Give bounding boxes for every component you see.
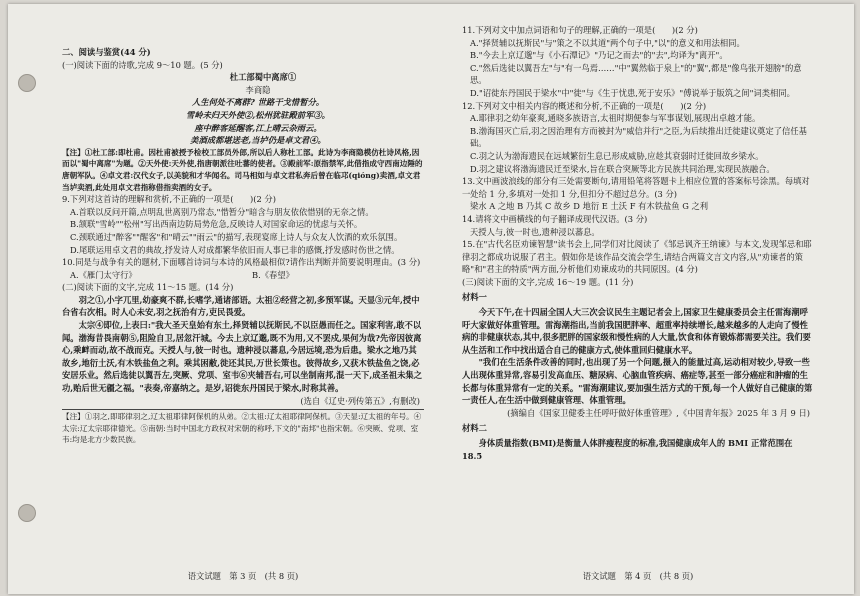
question-13: 13.文中画波浪线的部分有三处需要断句,请用铅笔将答题卡上相应位置的答案标号涂黑。每填对一处给 1 分,多填对一处扣 1 分,但扣分不超过总分。(3 分) bbox=[462, 176, 810, 199]
q11-option-c: C."然后选徒以翼吾左"与"有一鸟焉……"中"翼然临于泉上"的"翼",都是"像鸟张开翅膀"的意思。 bbox=[470, 62, 802, 86]
poem-line: 座中醉客延醒客,江上晴云杂雨云。 bbox=[194, 122, 322, 133]
q12-option-c: C.羽之认为渤海遗民在远域繁衍生息已形成威胁,应趁其衰弱时迁徙回故乡梁水。 bbox=[470, 150, 764, 161]
poem-title: 杜工部蜀中离席① bbox=[229, 72, 297, 83]
classical-source: (选自《辽史·列传第五》,有删改) bbox=[300, 395, 420, 406]
material2-text: 身体质量指数(BMI)是衡量人体胖瘦程度的标准,我国健康成年人的 BMI 正常范围在 18.5 bbox=[462, 438, 793, 461]
part1-intro: (一)阅读下面的诗歌,完成 9～10 题。(5 分) bbox=[62, 59, 223, 70]
page-3 bbox=[62, 4, 424, 446]
poem-author: 李商隐 bbox=[245, 84, 271, 95]
material1-source: (摘编自《国家卫健委主任呼吁做好体重管理》,《中国青年报》2025 年 3 月 9 日) bbox=[507, 407, 810, 418]
part3-intro: (三)阅读下面的文字,完成 16～19 题。(11 分) bbox=[462, 276, 634, 287]
material2-label: 材料二 bbox=[462, 423, 487, 434]
poem-line: 人生何处不离群? 世路干戈惜暂分。 bbox=[191, 97, 325, 108]
q9-option-a: A.首联以反问开篇,点明乱世离别乃常态,"惜暂分"暗含与朋友依依惜别的无奈之情。 bbox=[70, 206, 374, 217]
page-footer-left: 语文试题 第 3 页 (共 8 页) bbox=[187, 571, 299, 581]
material1-paragraph: "我们在生活条件改善的同时,也出现了另一个问题,摄入的能量过高,运动相对较少,导致一些人出现体重异常,容易引发高血压、糖尿病、心脑血管疾病、癌症等,甚至一部分癌症和肿瘤的生长都与体重异常有一定的关系。"雷海潮建议,要加强生活方式的干预,每一个人做好自己健康的第一责任人,在生活中做到健康管理、体重管理。 bbox=[462, 357, 813, 406]
q11-option-b: B."今去上京辽邈"与《小石潭记》"乃记之而去"的"去",均译为"离开"。 bbox=[470, 50, 728, 61]
part2-intro: (二)阅读下面的文字,完成 11～15 题。(14 分) bbox=[62, 282, 234, 293]
q10-option-b: B.《春望》 bbox=[252, 269, 294, 280]
classical-paragraph: 太宗④即位,上表曰:"我大圣天皇始有东土,择贤辅以抚斯民,不以臣愚而任之。国家利害,敢不以闻。渤海昔畏南朝⑤,阻险自卫,居忽汗城。今去上京辽邈,既不为用,又不罢戍,果何为哉?先帝因彼离心,乘衅而动,故不战而克。天授人与,彼一时也。遗种浸以蕃息,今居远境,恐为后患。梁水之地乃其故乡,地衍土沃,有木铁盐鱼之利。乘其困敝,徙还其民,万世长策也。彼得故乡,又获木铁盐鱼之饶,必安居乐业。然后选徒以翼吾左,突厥、党项、室韦⑥夹辅吾右,可以坐制南邦,混一天下,成圣祖未集之功,贻后世无疆之福。"表奏,帝嘉纳之。是岁,诏徙东丹国民于梁水,时称其善。 bbox=[62, 320, 423, 394]
q12-option-d: D.羽之建议将渤海遗民迁至梁水,旨在联合突厥等北方民族共同治理,实现民族融合。 bbox=[470, 163, 775, 174]
page-footer-right: 语文试题 第 4 页 (共 8 页) bbox=[582, 571, 694, 581]
q9-option-c: C.颈联通过"醉客""醒客"和"晴云""雨云"的描写,表现宴席上诗人与众友人饮酒的欢乐氛围。 bbox=[70, 231, 403, 242]
question-9: 9.下列对这首诗的理解和赏析,不正确的一项是( )(2 分) bbox=[62, 194, 276, 205]
q11-option-a: A."择贤辅以抚斯民"与"策之不以其道"两个句子中,"以"的意义和用法相同。 bbox=[470, 37, 745, 48]
divider bbox=[62, 409, 424, 410]
q9-option-b: B.颔联"雪岭""松州"写出西南边防局势危急,反映诗人对国家命运的忧虑与关怀。 bbox=[70, 219, 363, 230]
binding-hole bbox=[18, 74, 36, 92]
poem-notes: 【注】①杜工部:即杜甫。因杜甫被授予检校工部员外郎,所以后人称杜工部。此诗为李商隐模仿杜诗风格,因而以"蜀中离席"为题。②天外使:天外使,指唐朝派往吐蕃的使者。③殿前军:原指禁军,此借指成守西南边陲的唐朝军队。④卓文君:汉代女子,以美貌和才华闻名。司马相如与卓文君私奔后曾在临邛(qióng)卖酒,卓文君当垆卖酒,此处用卓文君指称借指卖酒的女子。 bbox=[62, 147, 423, 192]
q10-option-a: A.《雁门太守行》 bbox=[70, 269, 137, 280]
classical-notes: 【注】①羽之,即耶律羽之,辽太祖耶律阿保机的从弟。②太祖:辽太祖耶律阿保机。③天显:辽太祖的年号。④太宗:辽太宗耶律德光。⑤南朝:当时中国北方政权对宋朝的称呼,下文的"南邦"也指宋朝。⑥突厥、党项、室韦:均是北方少数民族。 bbox=[62, 412, 422, 445]
question-15: 15.在"古代名臣劝谏智慧"读书会上,同学们对比阅读了《邹忌讽齐王纳谏》与本文,发现邹忌和耶律羽之都成功说服了君主。假如你是该作品交流会学生,请结合两篇文言文内容,从"劝谏者的策略"和"君主的特质"两方面,分析他们劝谏成功的共同原因。(4 分) bbox=[462, 239, 812, 275]
q9-option-d: D.尾联运用卓文君的典故,抒发诗人对成都繁华依旧而人事已非的感慨,抒发感时伤世之情。 bbox=[70, 244, 400, 255]
material1-paragraph: 今天下午,在十四届全国人大三次会议民生主题记者会上,国家卫生健康委员会主任雷海潮呼吁大家做好体重管理。雷海潮指出,当前我国肥胖率、超重率持续增长,越来越多的人走向了慢性病的非健康状态,其中,很多肥胖的国家级和慢性病的人大量,饮食和体育锻炼都需要关注。我们要从生活和工作中找出适合自己的健康方式,使体重回归健康水平。 bbox=[462, 307, 811, 355]
q13-text: 梁水 A 之地 B 乃其 C 故乡 D 地衍 E 土沃 F 有木铁盐鱼 G 之利 bbox=[470, 201, 709, 212]
question-12: 12.下列对文中相关内容的概述和分析,不正确的一项是( )(2 分) bbox=[462, 100, 707, 111]
q10-options bbox=[62, 269, 424, 282]
binding-hole bbox=[18, 504, 36, 522]
question-14: 14.请将文中画横线的句子翻译成现代汉语。(3 分) bbox=[462, 213, 648, 224]
q11-option-d: D."诏徙东丹国民于梁水"中"徙"与《生于忧患,死于安乐》"傅说举于版筑之间"词类相同。 bbox=[470, 87, 795, 98]
q14-text: 天授人与,彼一时也,遗种浸以蕃息。 bbox=[470, 226, 600, 237]
exam-sheet bbox=[8, 4, 854, 594]
classical-paragraph: 羽之①,小字兀里,幼豪爽不群,长嗜学,通诸部语。太祖②经营之初,多预军谋。天显③元年,授中台省右次相。时人心未安,羽之抚治有方,吏民畏爱。 bbox=[62, 294, 420, 318]
material1-label: 材料一 bbox=[462, 292, 487, 303]
question-10: 10.同是与战争有关的题材,下面哪首诗词与本诗的风格最相似?请作出判断并简要说明理由。(3 分) bbox=[62, 257, 421, 268]
page-4 bbox=[462, 24, 814, 462]
poem-line: 雪岭未归天外使②,松州犹驻殿前军③。 bbox=[186, 109, 330, 120]
q12-option-a: A.耶律羽之幼年豪爽,通晓多族语言,太祖时期便参与军事谋划,展现出卓越才能。 bbox=[470, 113, 761, 124]
section-title: 二、阅读与鉴赏(44 分) bbox=[62, 47, 151, 57]
poem-line: 美酒成都堪送老,当垆仍是卓文君④。 bbox=[190, 135, 326, 146]
q12-option-b: B.渤海国灭亡后,羽之因治理有方而被封为"威信并行"之臣,为后续推出迁徙建议奠定了信任基础。 bbox=[470, 125, 807, 149]
question-11: 11.下列对文中加点词语和句子的理解,正确的一项是( )(2 分) bbox=[462, 25, 698, 35]
